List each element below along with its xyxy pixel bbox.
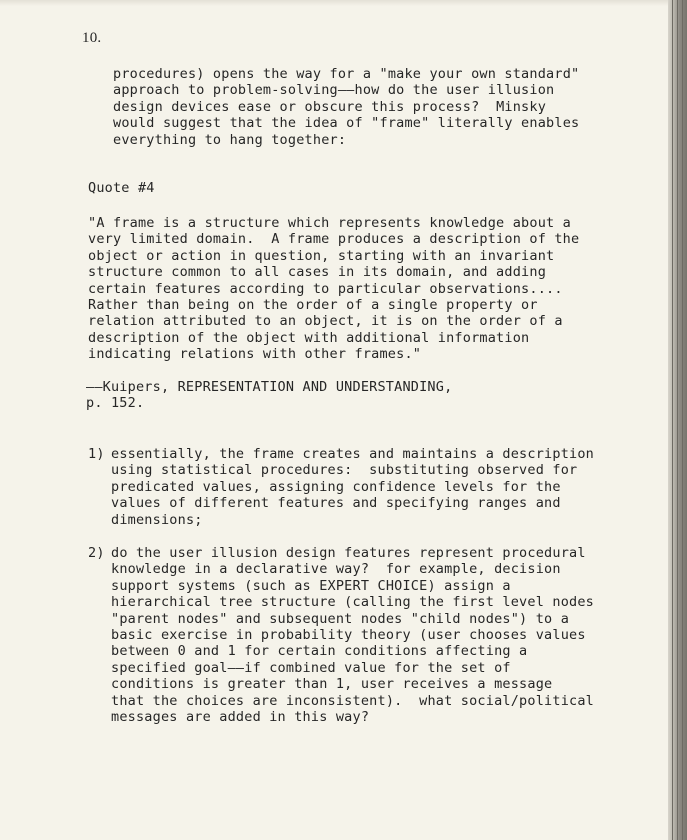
page-top-shadow — [0, 0, 668, 6]
list-item-number: 1) — [88, 446, 105, 462]
list-item — [88, 446, 595, 528]
book-page-edge — [668, 0, 687, 840]
page-number: 10. — [82, 30, 102, 46]
page-edge-line — [672, 0, 673, 840]
list-item-number: 2) — [88, 545, 105, 561]
page-edge-line — [677, 0, 678, 840]
list-item — [88, 545, 595, 726]
list-item-text: essentially, the frame creates and maintains a description using statistical procedures: substituting observed for predicated values, assigning confidence levels for the values of different features and specifying ranges and dimensions; — [111, 446, 595, 528]
quote-citation: ——Kuipers, REPRESENTATION AND UNDERSTANDING, p. 152. — [86, 379, 453, 412]
quote-text: "A frame is a structure which represents knowledge about a very limited domain. A frame produces a description of the object or action in question, starting with an invariant structure common to all cases in its domain, and adding certain features according to particular observations.... Rather than being on the order of a single property or relation attributed to an object, it is on the order of a description of the object with additional information indicating relations with other frames." — [88, 215, 580, 363]
intro-paragraph: procedures) opens the way for a "make your own standard" approach to problem-solving——how do the user illusion design devices ease or obscure this process? Minsky would suggest that the idea of "frame" literally enables everything to hang together: — [113, 66, 580, 148]
quote-heading: Quote #4 — [88, 180, 155, 196]
page-edge-line — [682, 0, 683, 840]
list-item-text: do the user illusion design features represent procedural knowledge in a declarative way? for example, decision support systems (such as EXPERT CHOICE) assign a hierarchical tree structure (calling the first level nodes "parent nodes" and subsequent nodes "child nodes") to a basic exercise in probability theory (user chooses values between 0 and 1 for certain conditions affecting a specified goal——if combined value for the set of conditions is greater than 1, user receives a message that the choices are inconsistent). what social/political messages are added in this way? — [111, 545, 595, 726]
